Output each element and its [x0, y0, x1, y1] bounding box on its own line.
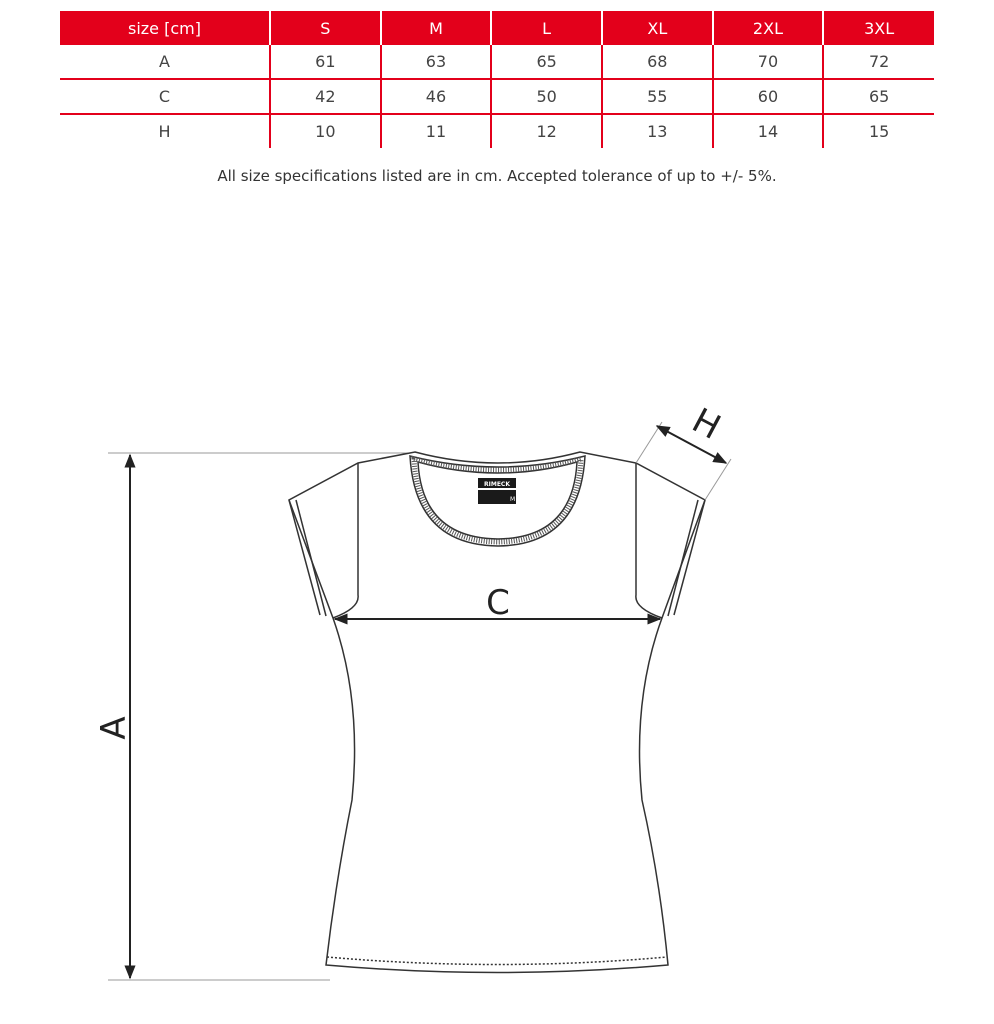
table-cell: 63	[381, 45, 492, 79]
table-cell: 60	[713, 79, 824, 114]
table-cell: 70	[713, 45, 824, 79]
table-row	[60, 79, 934, 114]
size-table	[60, 11, 934, 148]
table-cell: 65	[491, 45, 602, 79]
tolerance-note: All size specifications listed are in cm. Accepted tolerance of up to +/- 5%.	[217, 167, 777, 185]
size-tag-label: M	[510, 496, 516, 503]
table-cell: 46	[381, 79, 492, 114]
table-cell: 55	[602, 79, 713, 114]
dimension-c-label: C	[486, 583, 510, 623]
table-cell: 50	[491, 79, 602, 114]
row-label: A	[60, 45, 270, 79]
table-cell: 68	[602, 45, 713, 79]
size-header-s: S	[270, 11, 381, 45]
h-extension-bottom	[705, 459, 731, 500]
size-header-2xl: 2XL	[713, 11, 824, 45]
table-cell: 65	[823, 79, 934, 114]
table-cell: 12	[491, 114, 602, 148]
row-label: H	[158, 122, 171, 141]
tshirt-outline	[289, 452, 705, 973]
dimension-h-label: H	[685, 400, 727, 448]
tshirt-diagram	[0, 400, 994, 1000]
table-cell: 13	[602, 114, 713, 148]
size-header-xl: XL	[602, 11, 713, 45]
size-table-header-row	[60, 11, 934, 45]
table-cell: 72	[823, 45, 934, 79]
size-header-l: L	[491, 11, 602, 45]
table-cell: 42	[270, 79, 381, 114]
table-row	[60, 114, 934, 148]
h-extension-top	[636, 422, 662, 463]
row-label: C	[60, 79, 270, 114]
table-cell: 14	[713, 114, 824, 148]
size-header-3xl: 3XL	[823, 11, 934, 45]
size-header-label: size [cm]	[60, 11, 270, 45]
table-row	[60, 45, 934, 79]
brand-tag-label: RIMECK	[484, 481, 510, 488]
table-cell: 61	[270, 45, 381, 79]
table-cell: 11	[381, 114, 492, 148]
table-cell: 15	[823, 114, 934, 148]
dimension-a-label: A	[94, 716, 134, 740]
table-cell: 10	[270, 114, 381, 148]
size-header-m: M	[381, 11, 492, 45]
